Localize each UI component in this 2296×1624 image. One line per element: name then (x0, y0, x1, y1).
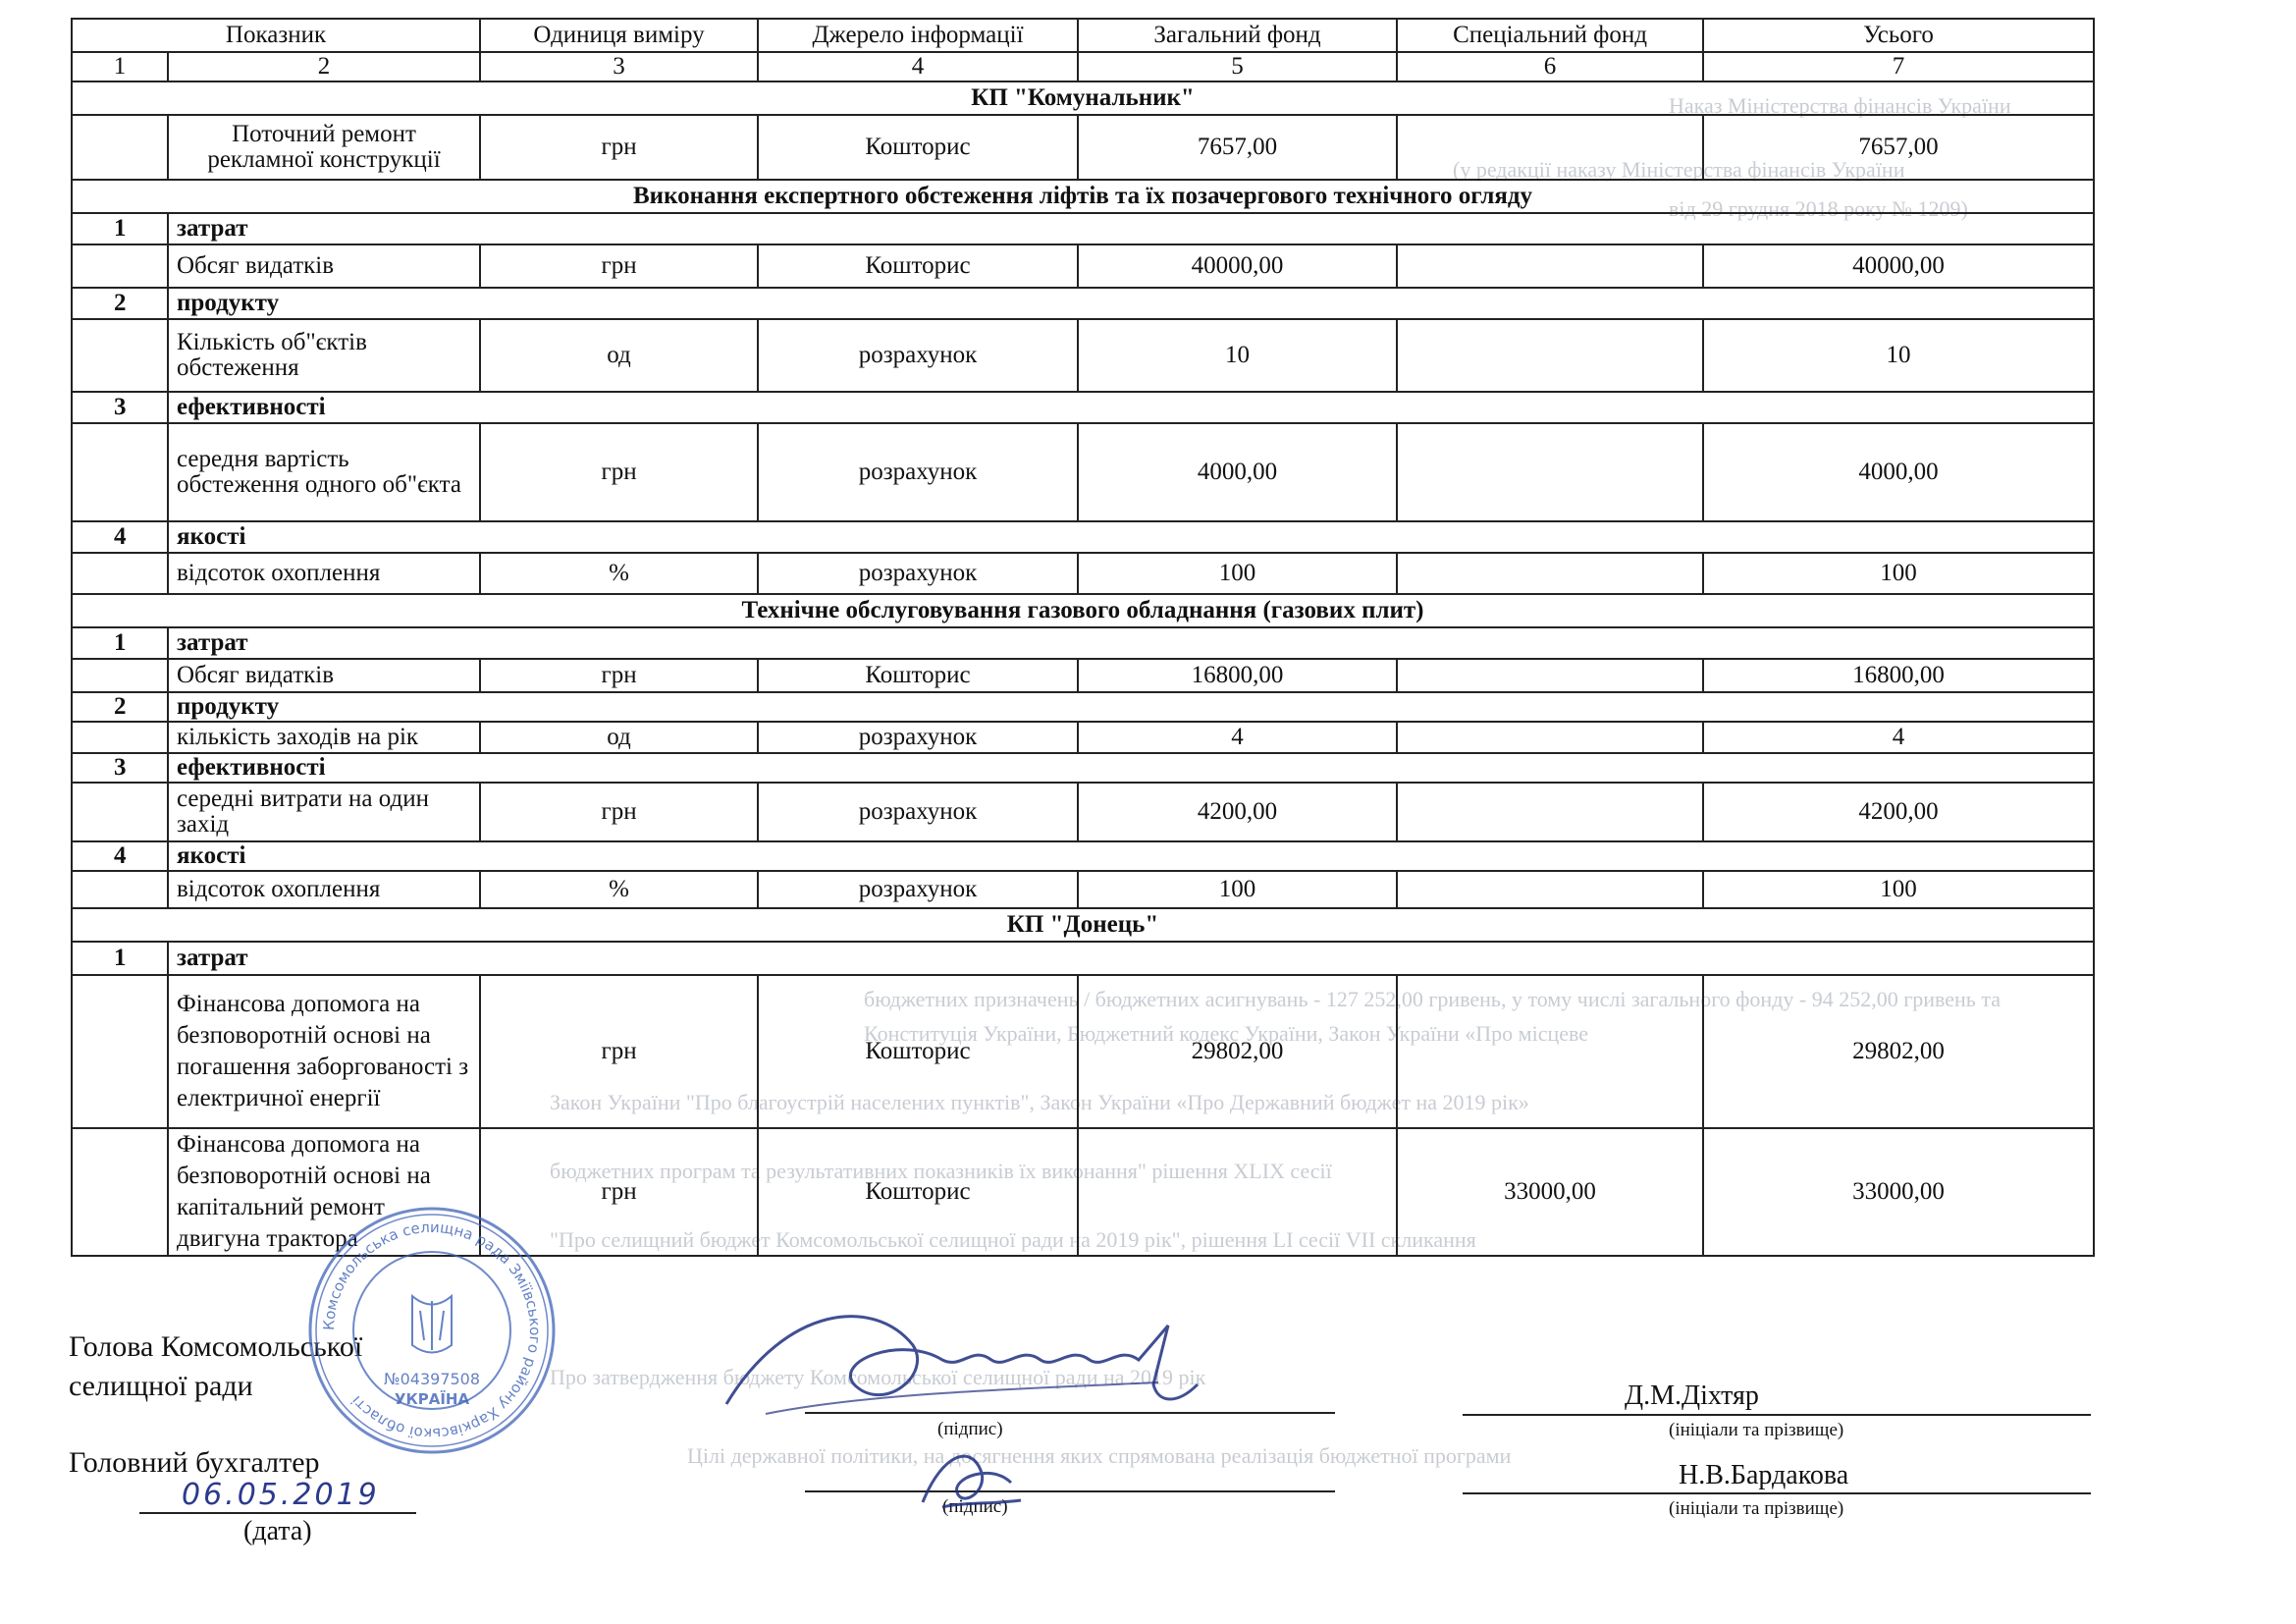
row-special-fund (1397, 783, 1703, 841)
row-number (72, 115, 168, 180)
row-label: кількість заходів на рік (168, 722, 480, 753)
bleed-through-text: "Про селищний бюджет Комсомольської селищної ради на 2019 рік", рішення LI сесії VII скликання (550, 1227, 1476, 1252)
col-number: 5 (1078, 52, 1397, 81)
accountant-name-line (1463, 1492, 2091, 1494)
row-number (72, 975, 168, 1128)
row-special-fund (1397, 115, 1703, 180)
category-label: продукту (168, 288, 2094, 319)
row-number: 3 (72, 753, 168, 783)
row-label: Обсяг видатків (168, 659, 480, 692)
col-number: 2 (168, 52, 480, 81)
row-special-fund (1397, 553, 1703, 594)
row-total: 4200,00 (1703, 783, 2094, 841)
row-general-fund: 40000,00 (1078, 244, 1397, 288)
table-row (72, 423, 2094, 521)
row-total: 100 (1703, 871, 2094, 908)
row-total: 100 (1703, 553, 2094, 594)
header-special-fund: Спеціальний фонд (1397, 19, 1703, 52)
category-row (72, 521, 2094, 553)
accountant-sign-caption: (підпис) (942, 1496, 1008, 1517)
category-row (72, 392, 2094, 423)
row-unit: грн (480, 244, 758, 288)
row-general-fund: 4000,00 (1078, 423, 1397, 521)
row-general-fund: 4200,00 (1078, 783, 1397, 841)
row-special-fund (1397, 975, 1703, 1128)
bleed-through-text: Наказ Міністерства фінансів України (1669, 93, 2011, 118)
row-source: розрахунок (758, 871, 1078, 908)
category-label: продукту (168, 692, 2094, 722)
row-source: розрахунок (758, 319, 1078, 392)
row-number (72, 244, 168, 288)
row-special-fund (1397, 319, 1703, 392)
row-source: розрахунок (758, 783, 1078, 841)
row-total: 29802,00 (1703, 975, 2094, 1128)
section-row (72, 81, 2094, 115)
section-title: КП "Комунальник" (72, 81, 2094, 115)
table-row (72, 975, 2094, 1128)
head-name-line (1463, 1414, 2091, 1416)
stamp-country: УКРАЇНА (394, 1390, 470, 1408)
table-header-row (72, 19, 2094, 52)
row-special-fund (1397, 244, 1703, 288)
row-number: 4 (72, 841, 168, 871)
table-row (72, 659, 2094, 692)
row-source: Кошторис (758, 1128, 1078, 1256)
table-row (72, 244, 2094, 288)
table-row (72, 722, 2094, 753)
row-number: 3 (72, 392, 168, 423)
row-unit: % (480, 871, 758, 908)
header-unit: Одиниця виміру (480, 19, 758, 52)
bleed-through-text: від 29 грудня 2018 року № 1209) (1669, 196, 1968, 221)
row-total: 40000,00 (1703, 244, 2094, 288)
table-row (72, 871, 2094, 908)
accountant-name-caption: (ініціали та прізвище) (1669, 1498, 1844, 1519)
row-number: 2 (72, 288, 168, 319)
bleed-through-text: Цілі державної політики, на досягнення яких спрямована реалізація бюджетної програми (687, 1443, 1512, 1468)
row-unit: грн (480, 423, 758, 521)
col-number: 1 (72, 52, 168, 81)
row-total: 33000,00 (1703, 1128, 2094, 1256)
table-row (72, 115, 2094, 180)
row-number (72, 659, 168, 692)
category-label: якості (168, 841, 2094, 871)
header-general-fund: Загальний фонд (1078, 19, 1397, 52)
row-total: 4 (1703, 722, 2094, 753)
row-source: розрахунок (758, 722, 1078, 753)
row-number (72, 423, 168, 521)
row-special-fund (1397, 871, 1703, 908)
bleed-through-text: Конституція України, Бюджетний кодекс України, Закон України «Про місцеве (864, 1021, 1589, 1046)
row-unit: грн (480, 115, 758, 180)
row-unit: од (480, 722, 758, 753)
row-number: 1 (72, 627, 168, 659)
bleed-through-text: Про затвердження бюджету Комсомольської селищної ради на 2019 рік (550, 1365, 1206, 1389)
accountant-sign-line (805, 1490, 1335, 1492)
col-number: 6 (1397, 52, 1703, 81)
row-total: 16800,00 (1703, 659, 2094, 692)
col-number: 4 (758, 52, 1078, 81)
category-label: якості (168, 521, 2094, 553)
head-title-line2: селищної ради (69, 1370, 253, 1402)
bleed-through-text: бюджетних програм та результативних показників їх виконання" рішення XLIX сесії (550, 1159, 1332, 1183)
col-number: 7 (1703, 52, 2094, 81)
section-title: Технічне обслуговування газового обладнання (газових плит) (72, 594, 2094, 627)
section-row (72, 180, 2094, 213)
row-source: розрахунок (758, 423, 1078, 521)
row-unit: грн (480, 783, 758, 841)
row-source: Кошторис (758, 975, 1078, 1128)
row-label: середня вартість обстеження одного об"єкта (168, 423, 480, 521)
row-source: Кошторис (758, 659, 1078, 692)
row-unit: грн (480, 975, 758, 1128)
bleed-through-text: бюджетних призначень / бюджетних асигнувань - 127 252,00 гривень, у тому числі загального фонду - 94 252,00 гривень та (864, 987, 2001, 1011)
accountant-title: Головний бухгалтер (69, 1446, 320, 1479)
category-label: ефективності (168, 392, 2094, 423)
row-number (72, 722, 168, 753)
indicators-table (71, 18, 2095, 1257)
accountant-name: Н.В.Бардакова (1679, 1460, 1849, 1490)
row-label: Фінансова допомога на безповоротній основі на капітальний ремонт двигуна трактора (168, 1128, 480, 1256)
bleed-through-text: (у редакції наказу Міністерства фінансів України (1453, 157, 1905, 182)
row-general-fund: 100 (1078, 553, 1397, 594)
category-label: затрат (168, 627, 2094, 659)
table-row (72, 553, 2094, 594)
official-stamp (304, 1203, 560, 1458)
row-source: Кошторис (758, 244, 1078, 288)
row-general-fund: 16800,00 (1078, 659, 1397, 692)
category-label: ефективності (168, 753, 2094, 783)
header-source: Джерело інформації (758, 19, 1078, 52)
row-total: 4000,00 (1703, 423, 2094, 521)
category-row (72, 627, 2094, 659)
head-sign-caption: (підпис) (937, 1419, 1003, 1439)
table-row (72, 783, 2094, 841)
trident-icon (412, 1296, 452, 1353)
row-number: 1 (72, 942, 168, 975)
row-special-fund (1397, 722, 1703, 753)
bleed-through-text: Закон України "Про благоустрій населених пунктів", Закон України «Про Державний бюджет на 2019 рік» (550, 1090, 1529, 1114)
row-special-fund (1397, 423, 1703, 521)
row-total: 10 (1703, 319, 2094, 392)
section-title: Виконання експертного обстеження ліфтів та їх позачергового технічного огляду (72, 180, 2094, 213)
category-row (72, 213, 2094, 244)
row-number (72, 1128, 168, 1256)
row-unit: грн (480, 1128, 758, 1256)
stamp-ring-text: Комсомольська селищна рада Зміївського району Харківської області (319, 1218, 545, 1443)
category-row (72, 841, 2094, 871)
row-number (72, 553, 168, 594)
category-row (72, 753, 2094, 783)
accountant-signature (903, 1414, 1041, 1532)
row-unit: од (480, 319, 758, 392)
header-total: Усього (1703, 19, 2094, 52)
row-label: Поточний ремонт рекламної конструкції (168, 115, 480, 180)
category-label: затрат (168, 942, 2094, 975)
row-label: Кількість об"єктів обстеження (168, 319, 480, 392)
head-name: Д.М.Діхтяр (1625, 1380, 1759, 1411)
row-general-fund (1078, 1128, 1397, 1256)
row-number: 1 (72, 213, 168, 244)
row-source: розрахунок (758, 553, 1078, 594)
stamp-code: №04397508 (383, 1370, 481, 1388)
column-numbers-row (72, 52, 2094, 81)
row-special-fund: 33000,00 (1397, 1128, 1703, 1256)
row-general-fund: 4 (1078, 722, 1397, 753)
row-number: 2 (72, 692, 168, 722)
row-label: відсоток охоплення (168, 871, 480, 908)
head-title-line1: Голова Комсомольської (69, 1330, 363, 1363)
category-row (72, 692, 2094, 722)
table-row (72, 319, 2094, 392)
date-value: 06.05.2019 (182, 1478, 380, 1512)
row-label: середні витрати на один захід (168, 783, 480, 841)
row-number (72, 783, 168, 841)
row-special-fund (1397, 659, 1703, 692)
row-label: Обсяг видатків (168, 244, 480, 288)
row-general-fund: 7657,00 (1078, 115, 1397, 180)
row-total: 7657,00 (1703, 115, 2094, 180)
row-label: відсоток охоплення (168, 553, 480, 594)
section-row (72, 908, 2094, 942)
date-caption: (дата) (243, 1516, 312, 1546)
row-general-fund: 10 (1078, 319, 1397, 392)
category-row (72, 942, 2094, 975)
row-number (72, 319, 168, 392)
header-indicator: Показник (72, 19, 480, 52)
category-row (72, 288, 2094, 319)
row-general-fund: 100 (1078, 871, 1397, 908)
row-source: Кошторис (758, 115, 1078, 180)
section-row (72, 594, 2094, 627)
col-number: 3 (480, 52, 758, 81)
row-unit: % (480, 553, 758, 594)
row-label: Фінансова допомога на безповоротній основі на погашення заборгованості з електричної енергії (168, 975, 480, 1128)
section-title: КП "Донець" (72, 908, 2094, 942)
row-general-fund: 29802,00 (1078, 975, 1397, 1128)
row-unit: грн (480, 659, 758, 692)
row-number: 4 (72, 521, 168, 553)
row-number (72, 871, 168, 908)
category-label: затрат (168, 213, 2094, 244)
head-name-caption: (ініціали та прізвище) (1669, 1420, 1844, 1440)
